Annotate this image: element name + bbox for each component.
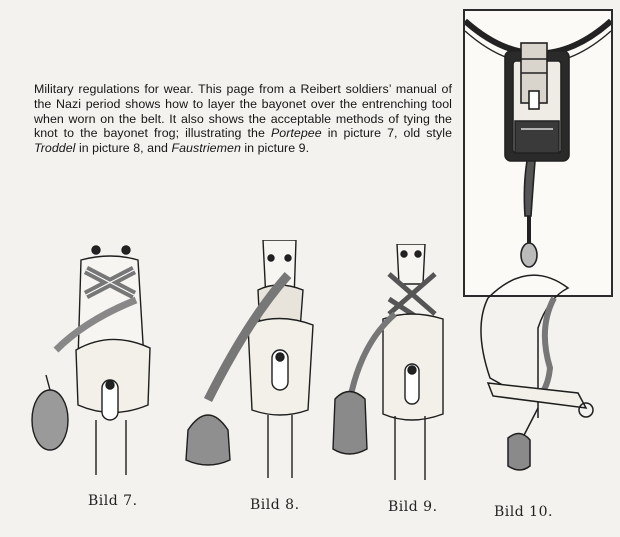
figure-bild-10 xyxy=(468,268,608,478)
caption-part-2: in picture 7, old style xyxy=(321,126,453,141)
figure-bild-7 xyxy=(26,240,156,480)
caption-text xyxy=(34,82,452,155)
caption-part-1: Military regulations for wear. This page from a Reibert soldiers’ manual of the Nazi period shows how to layer the bayonet over the entrenching tool when worn on the belt. It also shows the acceptable methods of tying the knot to the bayonet frog; illustrating the xyxy=(34,82,452,141)
term-portepee: Portepee xyxy=(270,126,322,141)
figure-bild-9 xyxy=(325,244,465,484)
belt-frog-illustration-frame xyxy=(463,9,613,297)
figure-label-bild-7: Bild 7. xyxy=(88,493,138,509)
figure-label-bild-9: Bild 9. xyxy=(388,499,438,515)
figure-bild-8 xyxy=(168,240,328,480)
caption-part-3: in picture 8, and xyxy=(75,140,172,155)
term-faustriemen: Faustriemen xyxy=(171,140,241,155)
caption-part-4: in picture 9. xyxy=(240,140,310,155)
figure-label-bild-10: Bild 10. xyxy=(494,504,553,520)
figure-label-bild-8: Bild 8. xyxy=(250,497,300,513)
belt-frog-illustration xyxy=(465,11,611,295)
term-troddel: Troddel xyxy=(34,140,76,155)
